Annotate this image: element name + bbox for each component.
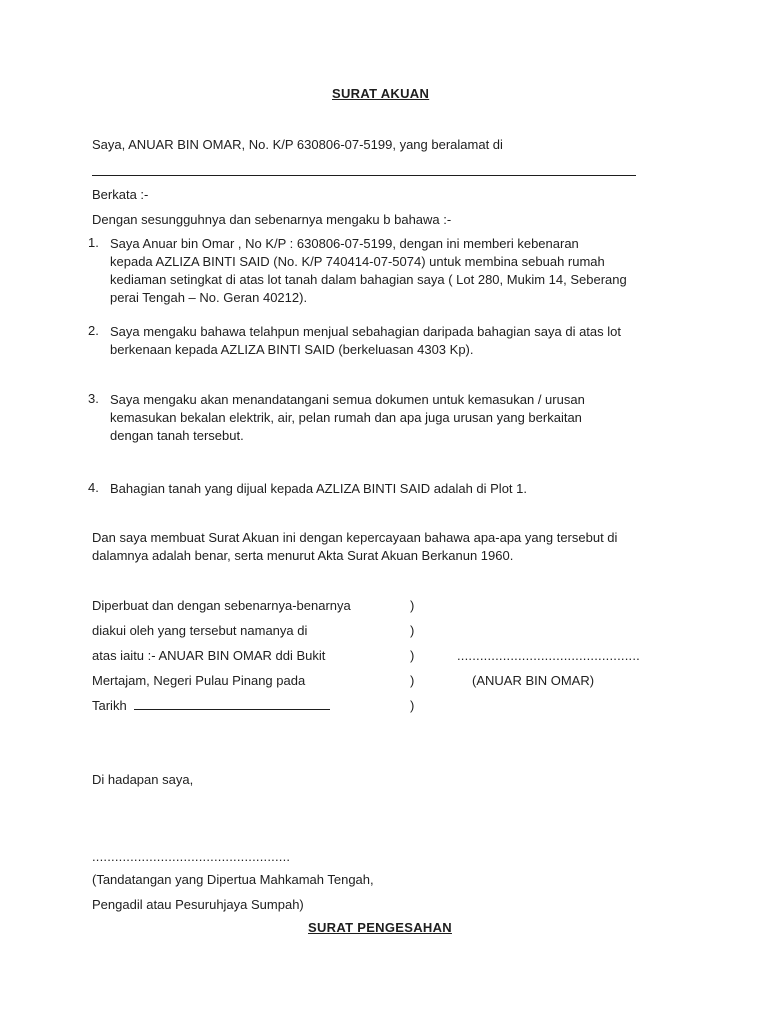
item-line: perai Tengah – No. Geran 40212). bbox=[110, 290, 308, 305]
attestation-line: Mertajam, Negeri Pulau Pinang pada bbox=[92, 673, 306, 688]
closing-line: Dan saya membuat Surat Akuan ini dengan kepercayaan bahawa apa-apa yang tersebut di bbox=[92, 530, 618, 545]
item-line: Saya mengaku bahawa telahpun menjual sebahagian daripada bahagian saya di atas lot bbox=[110, 324, 621, 339]
attestation-line: atas iaitu :- ANUAR BIN OMAR ddi Bukit bbox=[92, 648, 326, 663]
signature-dotted-line: ................................................ bbox=[457, 648, 640, 663]
item-number: 4. bbox=[88, 480, 99, 495]
item-number: 2. bbox=[88, 323, 99, 338]
date-label: Tarikh bbox=[92, 698, 127, 713]
item-number: 1. bbox=[88, 235, 99, 250]
declaration-item-1 bbox=[110, 235, 627, 307]
item-line: Saya mengaku akan menandatangani semua dokumen untuk kemasukan / urusan bbox=[110, 392, 585, 407]
bracket: ) bbox=[410, 648, 415, 663]
declaration-item-3 bbox=[110, 391, 585, 445]
intro-line: Saya, ANUAR BIN OMAR, No. K/P 630806-07-5199, yang beralamat di bbox=[92, 137, 503, 152]
item-line: kediaman setingkat di atas lot tanah dalam bahagian saya ( Lot 280, Mukim 14, Seberang bbox=[110, 272, 627, 287]
attestation-line: Diperbuat dan dengan sebenarnya-benarnya bbox=[92, 598, 351, 613]
item-line: Bahagian tanah yang dijual kepada AZLIZA BINTI SAID adalah di Plot 1. bbox=[110, 481, 527, 496]
item-line: berkenaan kepada AZLIZA BINTI SAID (berkeluasan 4303 Kp). bbox=[110, 342, 474, 357]
date-blank-line bbox=[134, 697, 330, 710]
footer-title: SURAT PENGESAHAN bbox=[308, 920, 452, 935]
document-title: SURAT AKUAN bbox=[332, 86, 430, 101]
closing-paragraph bbox=[92, 529, 617, 565]
declaration-item-4 bbox=[110, 480, 527, 498]
declare-line: Dengan sesungguhnya dan sebenarnya mengaku b bahawa :- bbox=[92, 212, 452, 227]
closing-line: dalamnya adalah benar, serta menurut Akta Surat Akuan Berkanun 1960. bbox=[92, 548, 514, 563]
officer-line: Pengadil atau Pesuruhjaya Sumpah) bbox=[92, 897, 304, 912]
item-number: 3. bbox=[88, 391, 99, 406]
declaration-item-2 bbox=[110, 323, 621, 359]
bracket: ) bbox=[410, 623, 415, 638]
item-line: dengan tanah tersebut. bbox=[110, 428, 244, 443]
bracket: ) bbox=[410, 698, 415, 713]
officer-signature-dots: .................................................... bbox=[92, 849, 291, 864]
date-field-row bbox=[92, 697, 330, 714]
item-line: kemasukan bekalan elektrik, air, pelan rumah dan apa juga urusan yang berkaitan bbox=[110, 410, 582, 425]
berkata-line: Berkata :- bbox=[92, 187, 149, 202]
bracket: ) bbox=[410, 598, 415, 613]
before-me-line: Di hadapan saya, bbox=[92, 772, 194, 787]
attestation-line: diakui oleh yang tersebut namanya di bbox=[92, 623, 308, 638]
item-line: kepada AZLIZA BINTI SAID (No. K/P 740414-07-5074) untuk membina sebuah rumah bbox=[110, 254, 605, 269]
address-blank-line bbox=[92, 175, 636, 176]
item-line: Saya Anuar bin Omar , No K/P : 630806-07-5199, dengan ini memberi kebenaran bbox=[110, 236, 579, 251]
officer-line: (Tandatangan yang Dipertua Mahkamah Tengah, bbox=[92, 872, 374, 887]
signatory-name: (ANUAR BIN OMAR) bbox=[472, 673, 595, 688]
bracket: ) bbox=[410, 673, 415, 688]
